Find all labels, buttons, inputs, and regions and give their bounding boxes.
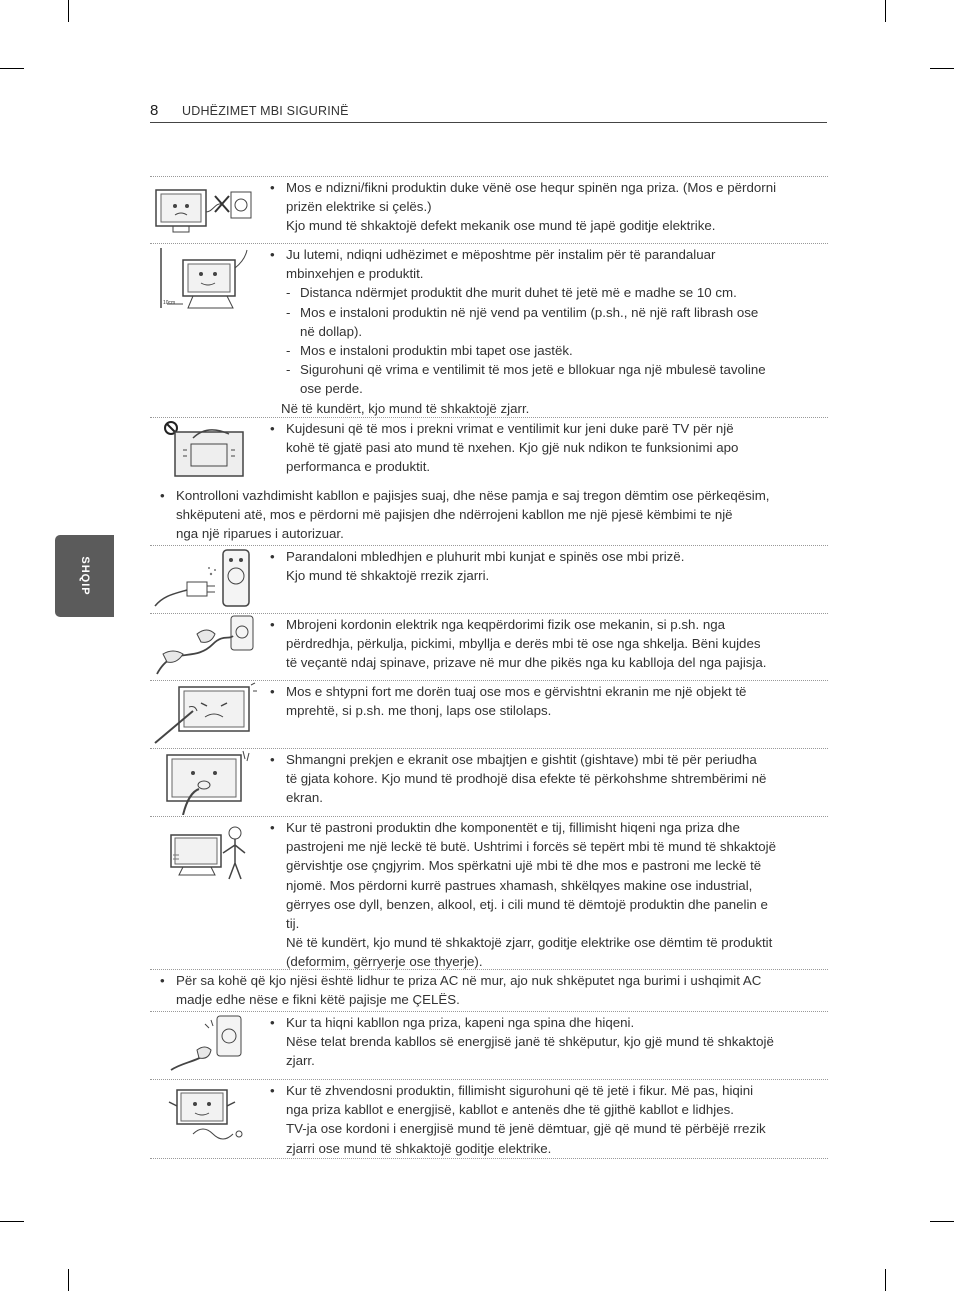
safety-text [270, 178, 820, 236]
dash-item: - Mos e instaloni produktin në një vend pa ventilim (p.sh., në një raft librash ose [270, 303, 820, 322]
bullet-line: • Për sa kohë që kjo njësi është lidhur te priza AC në mur, ajo nuk shkëputet nga burimi i ushqimit AC [160, 971, 825, 990]
crop-mark [930, 1221, 954, 1222]
text-line: pastrojeni me një leckë të butë. Ushtrimi i forcës së tepërt mbi të mund të shkaktojë [286, 839, 776, 855]
text-line: Nëse telat brenda kabllos së energjisë janë të shkëputur, kjo gjë mund të shkaktojë [286, 1034, 774, 1050]
text-line: TV-ja ose kordoni i energjisë mund të jenë dëmtuar, gjë që mund të përbëjë rrezik [286, 1121, 766, 1137]
bullet-line: • Ju lutemi, ndiqni udhëzimet e mëposhtme për instalim për të parandaluar [270, 245, 820, 264]
safety-text [270, 818, 820, 972]
safety-text [270, 419, 820, 477]
text-line: shkëputeni atë, mos e përdorni më pajisjen dhe ndërrojeni kabllon me një pjesë këmbimi te një [176, 507, 733, 523]
text-line: kohë të gjatë pasi ato mund të nxehen. Kjo gjë nuk ndikon te funksionimi apo [286, 440, 739, 456]
crop-mark [68, 1269, 69, 1291]
text-line: nga një riparues i autorizuar. [176, 526, 344, 542]
text-line: Në të kundërt, kjo mund të shkaktojë zjarr. [281, 400, 530, 416]
safety-text [270, 1081, 820, 1158]
safety-text [270, 615, 820, 673]
crop-mark [0, 1221, 24, 1222]
crop-mark [885, 1269, 886, 1291]
safety-row [150, 1079, 828, 1159]
language-tab-label: SHQIP [78, 556, 91, 596]
text-line: ose perde. [300, 381, 363, 397]
dash-item: - Mos e instaloni produktin mbi tapet ose jastëk. [270, 341, 820, 360]
text-line: gërvishtje ose çngjyrim. Mos spërkatni ujë mbi të dhe mos e pastroni me leckë të [286, 858, 762, 874]
text-line: tij. [286, 916, 300, 932]
safety-row [150, 816, 828, 970]
safety-text [270, 547, 820, 585]
bullet-line: • Kontrolloni vazhdimisht kabllon e pajisjes suaj, dhe nëse pamja e saj tregon dëmtim ose përkeqësim, [160, 486, 825, 505]
section-title: UDHËZIMET MBI SIGURINË [182, 104, 349, 118]
text-line: Kjo mund të shkaktojë defekt mekanik ose mund të japë goditje elektrike. [286, 218, 716, 234]
bullet-line: • Mos e shtypni fort me dorën tuaj ose mos e gërvishtni ekranin me një objekt të [270, 682, 820, 701]
crop-mark [930, 68, 954, 69]
cleaning-tv-icon [153, 819, 258, 889]
moving-tv-icon [153, 1082, 258, 1148]
text-line: performanca e produktit. [286, 459, 431, 475]
pressing-screen-icon [153, 681, 258, 747]
text-line: ekran. [286, 790, 323, 806]
text-line: në dollap). [300, 323, 363, 339]
text-line: njomë. Mos përdorni kurrë pastrues xhamash, shkëlqyes makine ose industrial, [286, 877, 753, 893]
crop-mark [885, 0, 886, 22]
safety-row [150, 176, 828, 244]
safety-text [160, 486, 825, 544]
bullet-line: • Kur të pastroni produktin dhe komponentët e tij, fillimisht hiqeni nga priza dhe [270, 818, 820, 837]
text-line: Në të kundërt, kjo mund të shkaktojë zjarr, goditje elektrike ose dëmtim të produktit [286, 935, 773, 951]
page-header [150, 100, 827, 123]
safety-row [150, 243, 828, 418]
text-line: të gjata kohore. Kjo mund të prodhojë disa efekte të përkohshme shtrembërimi në [286, 771, 767, 787]
bullet-line: • Mbrojeni kordonin elektrik nga keqpërdorimi fizik ose mekanin, si p.sh. nga [270, 615, 820, 634]
bullet-line: • Parandaloni mbledhjen e pluhurit mbi kunjat e spinës ose mbi prizë. [270, 547, 820, 566]
dash-item: - Distanca ndërmjet produktit dhe murit duhet të jetë më e madhe se 10 cm. [270, 283, 820, 302]
safety-text [270, 750, 820, 808]
language-tab [55, 535, 114, 617]
page-number: 8 [150, 102, 159, 119]
text-line: gërryes ose dyll, benzen, alkool, etj. i cili mund të dëmtojë produktin dhe panelin e [286, 896, 768, 912]
dash-item: - Sigurohuni që vrima e ventilimit të mos jetë e bllokuar nga një mbulesë tavoline [270, 360, 820, 379]
bullet-line: • Shmangni prekjen e ekranit ose mbajtjen e gishtit (gishtave) mbi të për periudha [270, 750, 820, 769]
safety-text [270, 682, 820, 720]
bullet-line: • Mos e ndizni/fikni produktin duke vënë ose hequr spinën nga priza. (Mos e përdorni [270, 178, 820, 197]
tv-unplug-icon [153, 182, 258, 242]
text-line: zjarr. [286, 1053, 315, 1069]
text-line: përdredhja, përkulja, pickimi, mbyllja e derës mbi të ose nga shkelja. Bëni kujdes [286, 636, 761, 652]
safety-row [150, 680, 828, 749]
safety-row [150, 748, 828, 817]
text-line: nga priza kabllot e energjisë, kabllot e antenës dhe të gjithë kabllot e lidhjes. [286, 1102, 734, 1118]
dusty-plug-icon [153, 546, 258, 612]
damaged-cord-icon [153, 614, 258, 680]
safety-row [150, 483, 828, 545]
safety-row [150, 1011, 828, 1080]
crop-mark [0, 68, 24, 69]
text-line: zjarri ose mund të shkaktojë goditje elektrike. [286, 1140, 552, 1156]
text-line: prizën elektrike si çelës.) [286, 199, 432, 215]
tv-wall-distance-icon [153, 246, 258, 316]
safety-row [150, 545, 828, 614]
text-line: mprehtë, si p.sh. me thonj, laps ose stilolaps. [286, 703, 552, 719]
bullet-line: • Kujdesuni që të mos i prekni vrimat e ventilimit kur jeni duke parë TV për një [270, 419, 820, 438]
crop-mark [68, 0, 69, 22]
text-line: (deformim, gërryerje ose thyerje). [286, 954, 483, 970]
text-line: mbinxehjen e produktit. [286, 266, 424, 282]
safety-row [150, 613, 828, 681]
bullet-line: • Kur ta hiqni kabllon nga priza, kapeni nga spina dhe hiqeni. [270, 1013, 820, 1032]
no-touch-vents-icon [153, 420, 258, 482]
safety-row [150, 417, 828, 484]
text-line: madje edhe nëse e fikni këtë pajisje me ÇELËS. [176, 992, 460, 1008]
safety-text [270, 245, 820, 418]
safety-text [270, 1013, 820, 1071]
svg-text:10cm: 10cm [163, 300, 176, 306]
safety-row [150, 969, 828, 1012]
pull-plug-icon [153, 1012, 258, 1078]
bullet-line: • Kur të zhvendosni produktin, fillimisht sigurohuni që të jetë i fikur. Më pas, hiqini [270, 1081, 820, 1100]
safety-text [160, 971, 825, 1009]
text-line: të veçantë ndaj spinave, prizave në mur dhe pikës nga ku kablloja del nga pajisja. [286, 655, 767, 671]
text-line: Kjo mund të shkaktojë rrezik zjarri. [286, 568, 490, 584]
touching-screen-icon [153, 749, 258, 815]
